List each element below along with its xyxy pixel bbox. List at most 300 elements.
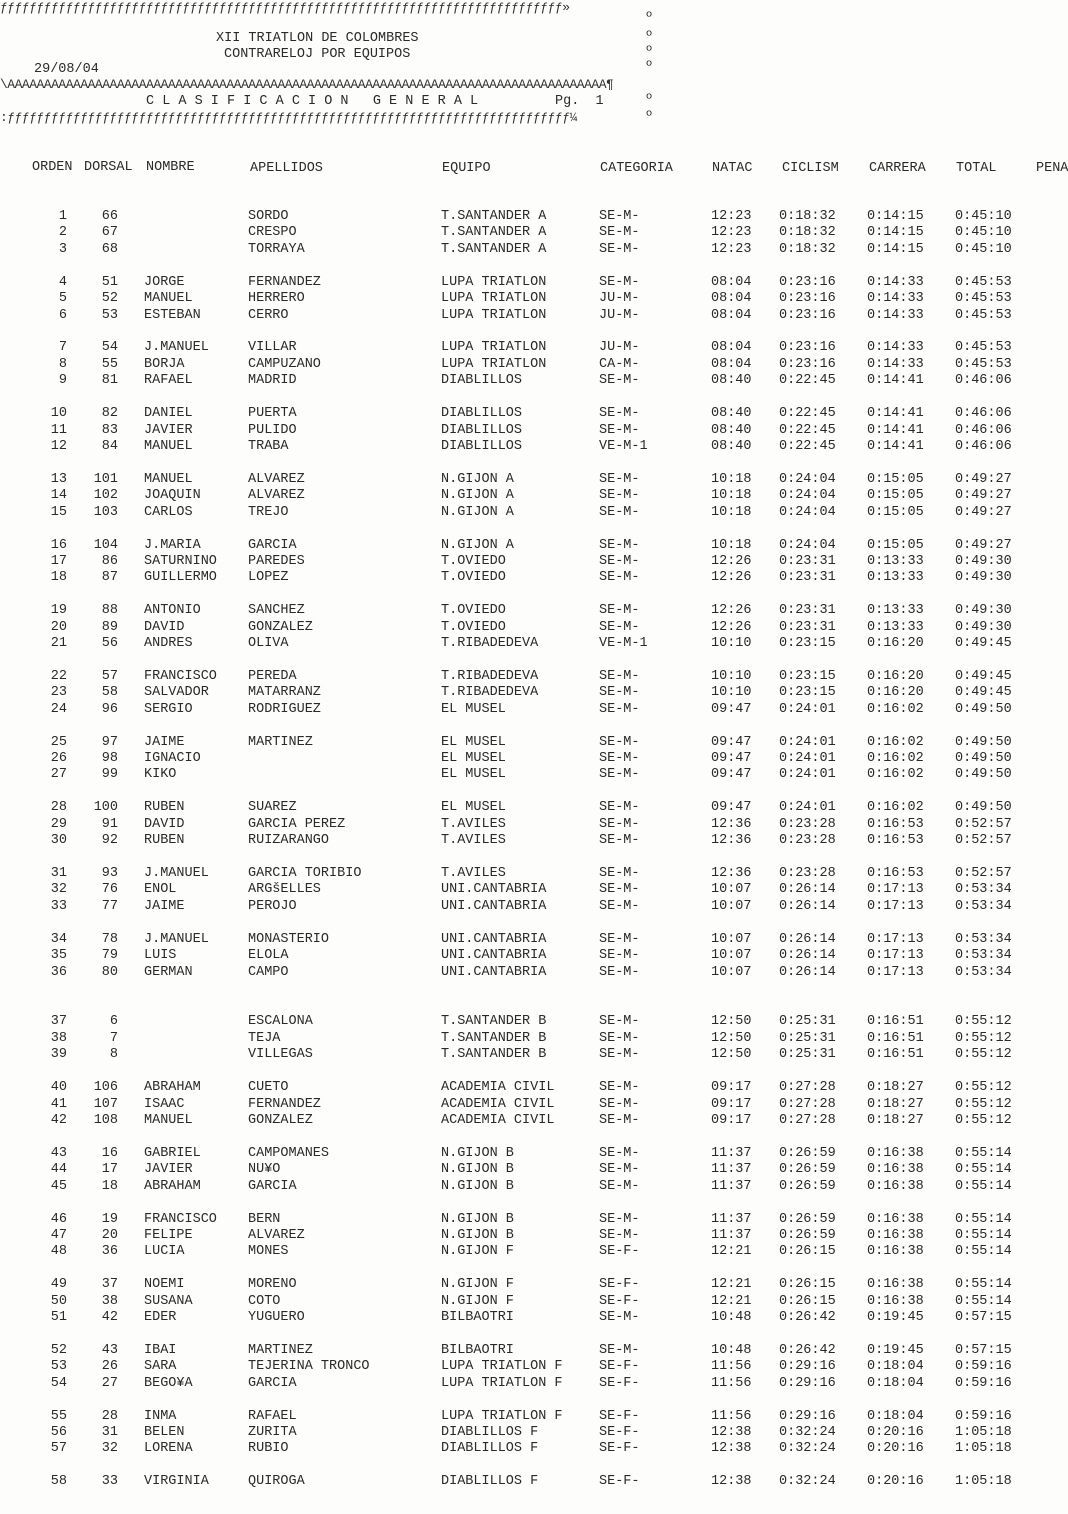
cell-apellidos: MONES xyxy=(248,1244,289,1260)
cell-natac: 10:07 xyxy=(711,931,752,947)
cell-total: 0:55:12 xyxy=(955,1080,1012,1096)
cell-nombre: BORJA xyxy=(144,356,185,372)
cell-equipo: T.AVILES xyxy=(441,833,506,849)
cell-apellidos: ESCALONA xyxy=(248,1014,313,1030)
cell-orden: 58 xyxy=(50,1474,67,1490)
cell-equipo: N.GIJON F xyxy=(441,1293,514,1309)
cell-apellidos: OLIVA xyxy=(248,636,289,651)
cell-categoria: SE-M- xyxy=(599,1047,640,1063)
cell-equipo: UNI.CANTABRIA xyxy=(441,898,547,914)
cell-nombre: JAVIER xyxy=(144,1162,193,1178)
cell-carrera: 0:14:41 xyxy=(867,373,924,389)
cell-equipo: BILBAOTRI xyxy=(441,1310,514,1325)
cell-total: 0:55:14 xyxy=(955,1178,1012,1194)
cell-apellidos: GARCIA TORIBIO xyxy=(248,866,362,881)
cell-ciclism: 0:23:31 xyxy=(779,570,836,586)
border-top: ƒƒƒƒƒƒƒƒƒƒƒƒƒƒƒƒƒƒƒƒƒƒƒƒƒƒƒƒƒƒƒƒƒƒƒƒƒƒƒƒƒƒƒƒƒƒƒƒƒƒƒƒƒƒƒƒƒƒƒƒƒƒƒƒƒƒƒƒƒƒƒƒƒƒƒƒƒ» xyxy=(0,0,570,15)
cell-orden: 11 xyxy=(50,422,67,438)
cell-apellidos: PEROJO xyxy=(248,898,297,914)
cell-total: 0:45:53 xyxy=(955,291,1012,307)
cell-nombre: SATURNINO xyxy=(144,553,217,569)
cell-ciclism: 0:23:15 xyxy=(779,636,836,651)
cell-dorsal: 89 xyxy=(101,619,118,635)
cell-natac: 09:47 xyxy=(711,800,752,816)
col-header-dorsal: DORSAL xyxy=(84,160,133,175)
cell-nombre: IGNACIO xyxy=(144,751,201,766)
cell-nombre: MANUEL xyxy=(144,471,193,487)
cell-carrera: 0:20:16 xyxy=(867,1474,924,1490)
cell-ciclism: 0:29:16 xyxy=(779,1375,836,1391)
cell-nombre: GABRIEL xyxy=(144,1145,201,1161)
cell-equipo: N.GIJON F xyxy=(441,1244,514,1260)
cell-orden: 17 xyxy=(50,553,67,569)
cell-carrera: 0:19:45 xyxy=(867,1342,924,1358)
cell-carrera: 0:18:27 xyxy=(867,1080,924,1096)
cell-nombre: ENOL xyxy=(144,882,177,898)
cell-categoria: SE-M- xyxy=(599,471,640,487)
cell-ciclism: 0:26:15 xyxy=(779,1277,836,1293)
cell-orden: 54 xyxy=(50,1375,67,1391)
cell-ciclism: 0:26:14 xyxy=(779,931,836,947)
cell-nombre: JOAQUIN xyxy=(144,488,201,504)
cell-apellidos: PEREDA xyxy=(248,668,297,684)
cell-total: 0:45:10 xyxy=(955,225,1012,241)
cell-natac: 10:07 xyxy=(711,882,752,898)
cell-dorsal: 80 xyxy=(101,964,118,980)
cell-ciclism: 0:24:01 xyxy=(779,751,836,766)
cell-carrera: 0:14:33 xyxy=(867,274,924,290)
cell-apellidos: ZURITA xyxy=(248,1425,297,1440)
cell-nombre: MANUEL xyxy=(144,1112,193,1128)
cell-nombre: ANDRES xyxy=(144,636,193,651)
cell-equipo: T.OVIEDO xyxy=(441,570,506,586)
cell-equipo: UNI.CANTABRIA xyxy=(441,948,547,964)
cell-orden: 16 xyxy=(50,537,67,553)
cell-natac: 10:18 xyxy=(711,504,752,520)
cell-orden: 25 xyxy=(50,734,67,750)
cell-orden: 15 xyxy=(50,504,67,520)
cell-natac: 10:07 xyxy=(711,898,752,914)
cell-categoria: SE-M- xyxy=(599,1227,640,1243)
cell-equipo: T.OVIEDO xyxy=(441,603,506,619)
cell-equipo: N.GIJON F xyxy=(441,1277,514,1293)
cell-orden: 41 xyxy=(50,1096,67,1112)
cell-nombre: J.MARIA xyxy=(144,537,201,553)
cell-natac: 09:17 xyxy=(711,1112,752,1128)
cell-categoria: SE-F- xyxy=(599,1244,640,1260)
cell-natac: 09:47 xyxy=(711,751,752,766)
cell-natac: 10:07 xyxy=(711,964,752,980)
cell-equipo: DIABLILLOS xyxy=(441,438,523,454)
cell-nombre: INMA xyxy=(144,1408,177,1424)
cell-total: 0:53:34 xyxy=(955,898,1012,914)
cell-equipo: DIABLILLOS xyxy=(441,406,523,422)
cell-natac: 10:18 xyxy=(711,488,752,504)
cell-equipo: T.OVIEDO xyxy=(441,619,506,635)
cell-apellidos: CERRO xyxy=(248,307,289,323)
cell-ciclism: 0:23:28 xyxy=(779,833,836,849)
cell-dorsal: 102 xyxy=(93,488,118,504)
cell-equipo: T.RIBADEDEVA xyxy=(441,636,539,651)
cell-carrera: 0:14:15 xyxy=(867,225,924,241)
cell-total: 0:49:50 xyxy=(955,734,1012,750)
cell-ciclism: 0:23:16 xyxy=(779,291,836,307)
cell-natac: 12:23 xyxy=(711,225,752,241)
cell-natac: 08:40 xyxy=(711,373,752,389)
cell-total: 0:53:34 xyxy=(955,882,1012,898)
col-header-apellidos: APELLIDOS xyxy=(250,161,323,176)
cell-apellidos: MARTINEZ xyxy=(248,734,313,750)
cell-natac: 12:36 xyxy=(711,816,752,832)
cell-categoria: SE-F- xyxy=(599,1425,640,1440)
cell-carrera: 0:13:33 xyxy=(867,603,924,619)
cell-total: 0:55:14 xyxy=(955,1277,1012,1293)
cell-orden: 13 xyxy=(50,471,67,487)
cell-dorsal: 82 xyxy=(101,406,118,422)
cell-equipo: T.SANTANDER A xyxy=(441,241,547,257)
cell-natac: 08:04 xyxy=(711,307,752,323)
cell-total: 0:53:34 xyxy=(955,948,1012,964)
cell-orden: 57 xyxy=(50,1441,67,1457)
cell-total: 0:46:06 xyxy=(955,422,1012,438)
cell-apellidos: MONASTERIO xyxy=(248,931,330,947)
cell-apellidos: TREJO xyxy=(248,504,289,520)
cell-carrera: 0:14:15 xyxy=(867,209,924,224)
cell-ciclism: 0:23:28 xyxy=(779,816,836,832)
cell-nombre: LUIS xyxy=(144,948,177,964)
cell-orden: 5 xyxy=(58,291,67,307)
cell-apellidos: ARGšELLES xyxy=(248,882,321,898)
cell-equipo: UNI.CANTABRIA xyxy=(441,882,547,898)
cell-orden: 35 xyxy=(50,948,67,964)
cell-carrera: 0:15:05 xyxy=(867,537,924,553)
cell-total: 0:55:12 xyxy=(955,1112,1012,1128)
cell-nombre: LUCIA xyxy=(144,1244,185,1260)
cell-equipo: DIABLILLOS xyxy=(441,373,523,389)
cell-nombre: ABRAHAM xyxy=(144,1080,201,1096)
cell-carrera: 0:13:33 xyxy=(867,619,924,635)
cell-ciclism: 0:29:16 xyxy=(779,1359,836,1375)
cell-total: 0:49:45 xyxy=(955,636,1012,651)
cell-categoria: SE-M- xyxy=(599,833,640,849)
cell-ciclism: 0:25:31 xyxy=(779,1047,836,1063)
cell-carrera: 0:16:20 xyxy=(867,636,924,651)
cell-total: 0:49:50 xyxy=(955,767,1012,783)
cell-orden: 56 xyxy=(50,1425,67,1440)
right-mark: º xyxy=(645,45,654,60)
cell-dorsal: 104 xyxy=(93,537,118,553)
cell-categoria: VE-M-1 xyxy=(599,438,648,454)
cell-dorsal: 8 xyxy=(109,1047,118,1063)
cell-ciclism: 0:23:28 xyxy=(779,866,836,881)
cell-ciclism: 0:22:45 xyxy=(779,406,836,422)
cell-total: 0:49:45 xyxy=(955,685,1012,701)
cell-categoria: SE-M- xyxy=(599,1030,640,1046)
cell-orden: 36 xyxy=(50,964,67,980)
right-mark: º xyxy=(645,30,654,45)
cell-total: 0:55:14 xyxy=(955,1162,1012,1178)
cell-total: 0:46:06 xyxy=(955,406,1012,422)
cell-natac: 08:04 xyxy=(711,291,752,307)
cell-total: 0:55:14 xyxy=(955,1293,1012,1309)
cell-dorsal: 17 xyxy=(101,1162,118,1178)
cell-categoria: SE-M- xyxy=(599,1145,640,1161)
cell-total: 0:52:57 xyxy=(955,833,1012,849)
cell-orden: 30 xyxy=(50,833,67,849)
cell-equipo: DIABLILLOS xyxy=(441,422,523,438)
cell-apellidos: PAREDES xyxy=(248,553,305,569)
cell-natac: 11:37 xyxy=(711,1178,752,1194)
cell-ciclism: 0:26:15 xyxy=(779,1244,836,1260)
cell-orden: 39 xyxy=(50,1047,67,1063)
cell-dorsal: 76 xyxy=(101,882,118,898)
cell-carrera: 0:16:02 xyxy=(867,751,924,766)
cell-orden: 7 xyxy=(58,340,67,356)
cell-carrera: 0:16:02 xyxy=(867,767,924,783)
cell-orden: 32 xyxy=(50,882,67,898)
cell-natac: 08:04 xyxy=(711,274,752,290)
cell-nombre: BEGO¥A xyxy=(144,1375,193,1391)
cell-nombre: FRANCISCO xyxy=(144,1211,217,1227)
cell-carrera: 0:13:33 xyxy=(867,553,924,569)
report-date: 29/08/04 xyxy=(34,62,99,77)
cell-ciclism: 0:23:16 xyxy=(779,340,836,356)
cell-apellidos: YUGUERO xyxy=(248,1310,305,1325)
right-mark: º xyxy=(645,11,654,26)
cell-dorsal: 38 xyxy=(101,1293,118,1309)
cell-dorsal: 97 xyxy=(101,734,118,750)
cell-natac: 12:21 xyxy=(711,1277,752,1293)
cell-apellidos: QUIROGA xyxy=(248,1474,305,1490)
cell-carrera: 0:18:27 xyxy=(867,1096,924,1112)
cell-ciclism: 0:27:28 xyxy=(779,1112,836,1128)
cell-ciclism: 0:24:04 xyxy=(779,471,836,487)
cell-nombre: SUSANA xyxy=(144,1293,193,1309)
cell-dorsal: 53 xyxy=(101,307,118,323)
cell-natac: 12:26 xyxy=(711,570,752,586)
cell-ciclism: 0:24:04 xyxy=(779,537,836,553)
cell-orden: 37 xyxy=(50,1014,67,1030)
page-subtitle: CONTRARELOJ POR EQUIPOS xyxy=(224,47,411,62)
cell-categoria: SE-F- xyxy=(599,1474,640,1490)
cell-carrera: 0:14:33 xyxy=(867,340,924,356)
cell-apellidos: CRESPO xyxy=(248,225,297,241)
cell-dorsal: 83 xyxy=(101,422,118,438)
cell-equipo: T.SANTANDER B xyxy=(441,1047,547,1063)
cell-categoria: SE-M- xyxy=(599,1211,640,1227)
cell-orden: 9 xyxy=(58,373,67,389)
cell-dorsal: 99 xyxy=(101,767,118,783)
col-header-pena: PENA xyxy=(1036,161,1068,176)
cell-total: 0:55:14 xyxy=(955,1211,1012,1227)
cell-dorsal: 43 xyxy=(101,1342,118,1358)
cell-categoria: SE-F- xyxy=(599,1408,640,1424)
cell-apellidos: SUAREZ xyxy=(248,800,297,816)
cell-total: 0:55:12 xyxy=(955,1047,1012,1063)
cell-total: 1:05:18 xyxy=(955,1441,1012,1457)
cell-nombre: IBAI xyxy=(144,1342,177,1358)
cell-carrera: 0:16:38 xyxy=(867,1244,924,1260)
cell-orden: 50 xyxy=(50,1293,67,1309)
cell-apellidos: RUBIO xyxy=(248,1441,289,1457)
cell-dorsal: 7 xyxy=(109,1030,118,1046)
cell-natac: 11:56 xyxy=(711,1408,752,1424)
cell-nombre: ABRAHAM xyxy=(144,1178,201,1194)
cell-carrera: 0:16:51 xyxy=(867,1047,924,1063)
cell-total: 0:55:12 xyxy=(955,1014,1012,1030)
cell-apellidos: GARCIA PEREZ xyxy=(248,816,346,832)
cell-dorsal: 108 xyxy=(93,1112,118,1128)
cell-categoria: SE-M- xyxy=(599,701,640,717)
cell-equipo: LUPA TRIATLON F xyxy=(441,1359,563,1375)
cell-ciclism: 0:32:24 xyxy=(779,1474,836,1490)
cell-carrera: 0:16:38 xyxy=(867,1162,924,1178)
cell-orden: 38 xyxy=(50,1030,67,1046)
cell-ciclism: 0:25:31 xyxy=(779,1030,836,1046)
cell-nombre: KIKO xyxy=(144,767,177,783)
cell-apellidos: TEJA xyxy=(248,1030,281,1046)
cell-ciclism: 0:18:32 xyxy=(779,209,836,224)
cell-total: 0:55:14 xyxy=(955,1145,1012,1161)
cell-ciclism: 0:24:04 xyxy=(779,488,836,504)
cell-nombre: MANUEL xyxy=(144,291,193,307)
cell-carrera: 0:16:38 xyxy=(867,1227,924,1243)
cell-total: 0:49:30 xyxy=(955,603,1012,619)
cell-apellidos: CAMPOMANES xyxy=(248,1145,330,1161)
cell-ciclism: 0:26:15 xyxy=(779,1293,836,1309)
cell-categoria: SE-M- xyxy=(599,1342,640,1358)
cell-apellidos: MORENO xyxy=(248,1277,297,1293)
cell-apellidos: RUIZARANGO xyxy=(248,833,330,849)
cell-natac: 11:37 xyxy=(711,1227,752,1243)
cell-categoria: SE-M- xyxy=(599,1178,640,1194)
cell-equipo: BILBAOTRI xyxy=(441,1342,514,1358)
cell-equipo: T.AVILES xyxy=(441,866,506,881)
cell-equipo: ACADEMIA CIVIL xyxy=(441,1112,555,1128)
cell-natac: 12:36 xyxy=(711,866,752,881)
cell-apellidos: VILLAR xyxy=(248,340,297,356)
cell-total: 0:55:14 xyxy=(955,1227,1012,1243)
cell-apellidos: VILLEGAS xyxy=(248,1047,313,1063)
cell-dorsal: 93 xyxy=(101,866,118,881)
cell-equipo: DIABLILLOS F xyxy=(441,1474,539,1490)
cell-categoria: SE-M- xyxy=(599,537,640,553)
cell-categoria: SE-M- xyxy=(599,964,640,980)
cell-ciclism: 0:18:32 xyxy=(779,241,836,257)
cell-apellidos: RODRIGUEZ xyxy=(248,701,321,717)
cell-carrera: 0:18:04 xyxy=(867,1359,924,1375)
cell-natac: 12:23 xyxy=(711,241,752,257)
cell-equipo: ACADEMIA CIVIL xyxy=(441,1096,555,1112)
cell-dorsal: 58 xyxy=(101,685,118,701)
cell-categoria: JU-M- xyxy=(599,340,640,356)
cell-apellidos: BERN xyxy=(248,1211,281,1227)
cell-orden: 43 xyxy=(50,1145,67,1161)
cell-ciclism: 0:24:01 xyxy=(779,701,836,717)
cell-ciclism: 0:26:14 xyxy=(779,882,836,898)
cell-equipo: LUPA TRIATLON F xyxy=(441,1375,563,1391)
cell-carrera: 0:14:33 xyxy=(867,291,924,307)
cell-natac: 10:48 xyxy=(711,1342,752,1358)
cell-dorsal: 67 xyxy=(101,225,118,241)
cell-nombre: JAVIER xyxy=(144,422,193,438)
cell-total: 0:46:06 xyxy=(955,438,1012,454)
cell-total: 1:05:18 xyxy=(955,1425,1012,1440)
cell-ciclism: 0:26:59 xyxy=(779,1227,836,1243)
cell-dorsal: 19 xyxy=(101,1211,118,1227)
cell-orden: 18 xyxy=(50,570,67,586)
cell-categoria: SE-M- xyxy=(599,488,640,504)
cell-carrera: 0:17:13 xyxy=(867,882,924,898)
cell-dorsal: 92 xyxy=(101,833,118,849)
cell-natac: 09:47 xyxy=(711,734,752,750)
cell-equipo: T.AVILES xyxy=(441,816,506,832)
cell-categoria: SE-F- xyxy=(599,1293,640,1309)
cell-carrera: 0:14:41 xyxy=(867,438,924,454)
cell-orden: 14 xyxy=(50,488,67,504)
cell-dorsal: 68 xyxy=(101,241,118,257)
cell-carrera: 0:16:38 xyxy=(867,1178,924,1194)
cell-total: 0:49:30 xyxy=(955,553,1012,569)
cell-natac: 08:40 xyxy=(711,438,752,454)
cell-categoria: SE-F- xyxy=(599,1375,640,1391)
cell-nombre: DAVID xyxy=(144,816,185,832)
cell-total: 0:49:27 xyxy=(955,488,1012,504)
cell-apellidos: COTO xyxy=(248,1293,281,1309)
cell-categoria: SE-M- xyxy=(599,751,640,766)
cell-dorsal: 42 xyxy=(101,1310,118,1325)
cell-carrera: 0:18:04 xyxy=(867,1375,924,1391)
cell-categoria: SE-M- xyxy=(599,1112,640,1128)
cell-natac: 12:50 xyxy=(711,1047,752,1063)
cell-total: 0:49:27 xyxy=(955,537,1012,553)
cell-apellidos: CUETO xyxy=(248,1080,289,1096)
cell-ciclism: 0:26:59 xyxy=(779,1162,836,1178)
cell-apellidos: ELOLA xyxy=(248,948,289,964)
cell-apellidos: CAMPUZANO xyxy=(248,356,321,372)
cell-ciclism: 0:24:04 xyxy=(779,504,836,520)
cell-equipo: N.GIJON A xyxy=(441,537,514,553)
cell-apellidos: TORRAYA xyxy=(248,241,305,257)
cell-nombre: GERMAN xyxy=(144,964,193,980)
cell-nombre: MANUEL xyxy=(144,438,193,454)
cell-nombre: DAVID xyxy=(144,619,185,635)
cell-dorsal: 88 xyxy=(101,603,118,619)
cell-ciclism: 0:32:24 xyxy=(779,1441,836,1457)
cell-ciclism: 0:25:31 xyxy=(779,1014,836,1030)
cell-categoria: SE-M- xyxy=(599,373,640,389)
cell-apellidos: GARCIA xyxy=(248,537,297,553)
cell-equipo: UNI.CANTABRIA xyxy=(441,931,547,947)
cell-orden: 24 xyxy=(50,701,67,717)
cell-nombre: JORGE xyxy=(144,274,185,290)
cell-equipo: EL MUSEL xyxy=(441,734,506,750)
cell-natac: 11:37 xyxy=(711,1145,752,1161)
cell-natac: 09:47 xyxy=(711,767,752,783)
cell-carrera: 0:15:05 xyxy=(867,504,924,520)
cell-nombre: FRANCISCO xyxy=(144,668,217,684)
cell-apellidos: MARTINEZ xyxy=(248,1342,313,1358)
cell-categoria: SE-M- xyxy=(599,422,640,438)
section-title: C L A S I F I C A C I O N G E N E R A L xyxy=(146,94,479,109)
cell-ciclism: 0:23:31 xyxy=(779,603,836,619)
cell-orden: 22 xyxy=(50,668,67,684)
cell-ciclism: 0:26:59 xyxy=(779,1145,836,1161)
cell-dorsal: 77 xyxy=(101,898,118,914)
cell-ciclism: 0:29:16 xyxy=(779,1408,836,1424)
cell-ciclism: 0:26:14 xyxy=(779,948,836,964)
cell-nombre: RUBEN xyxy=(144,833,185,849)
